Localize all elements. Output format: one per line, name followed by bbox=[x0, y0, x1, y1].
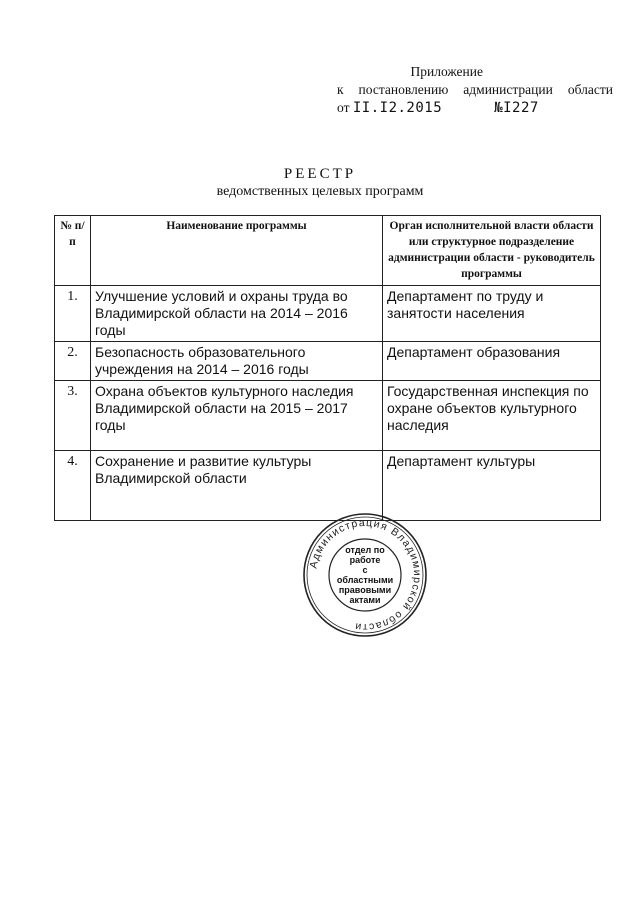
header-org: Орган исполнительной власти области или структурное подразделение администрации области - руководитель программы bbox=[383, 216, 601, 286]
row-num: 3. bbox=[55, 381, 91, 451]
appendix-date: II.I2.2015 bbox=[352, 100, 443, 116]
stamp-line3: правовыми bbox=[338, 585, 392, 595]
row-program-name: Безопасность образовательного учреждения на 2014 – 2016 годы bbox=[91, 342, 383, 381]
table-row bbox=[55, 286, 601, 342]
stamp-center bbox=[336, 546, 394, 604]
page-subtitle: ведомственных целевых программ bbox=[216, 184, 424, 199]
appendix-word3: области bbox=[567, 82, 613, 97]
stamp-line4: актами bbox=[349, 595, 381, 605]
table-header-row bbox=[55, 216, 601, 286]
stamp-line2: с областными bbox=[336, 565, 394, 585]
header-num: № п/п bbox=[55, 216, 91, 286]
appendix-title: Приложение bbox=[410, 64, 483, 79]
row-num: 2. bbox=[55, 342, 91, 381]
appendix-block bbox=[337, 63, 613, 117]
official-stamp bbox=[302, 512, 428, 638]
appendix-to: к bbox=[337, 82, 344, 97]
stamp-ring-text: Администрация Владимирской области bbox=[307, 516, 424, 634]
appendix-word2: администрации bbox=[463, 82, 553, 97]
row-organization: Департамент образования bbox=[383, 342, 601, 381]
row-organization: Департамент по труду и занятости населения bbox=[383, 286, 601, 342]
header-name: Наименование программы bbox=[91, 216, 383, 286]
row-num: 4. bbox=[55, 451, 91, 521]
registry-table bbox=[54, 215, 601, 521]
stamp-line1: отдел по работе bbox=[345, 545, 385, 565]
appendix-reference bbox=[337, 81, 613, 99]
row-organization: Департамент культуры bbox=[383, 451, 601, 521]
page-title: РЕЕСТР bbox=[283, 166, 357, 182]
row-program-name: Охрана объектов культурного наследия Владимирской области на 2015 – 2017 годы bbox=[91, 381, 383, 451]
appendix-word1: постановлению bbox=[358, 82, 449, 97]
appendix-from: от bbox=[337, 100, 350, 115]
row-program-name: Сохранение и развитие культуры Владимирской области bbox=[91, 451, 383, 521]
appendix-date-line bbox=[337, 99, 613, 117]
row-program-name: Улучшение условий и охраны труда во Владимирской области на 2014 – 2016 годы bbox=[91, 286, 383, 342]
table-row bbox=[55, 381, 601, 451]
appendix-number: №I227 bbox=[494, 100, 539, 116]
row-num: 1. bbox=[55, 286, 91, 342]
table-row bbox=[55, 342, 601, 381]
row-organization: Государственная инспекция по охране объектов культурного наследия bbox=[383, 381, 601, 451]
table-row bbox=[55, 451, 601, 521]
